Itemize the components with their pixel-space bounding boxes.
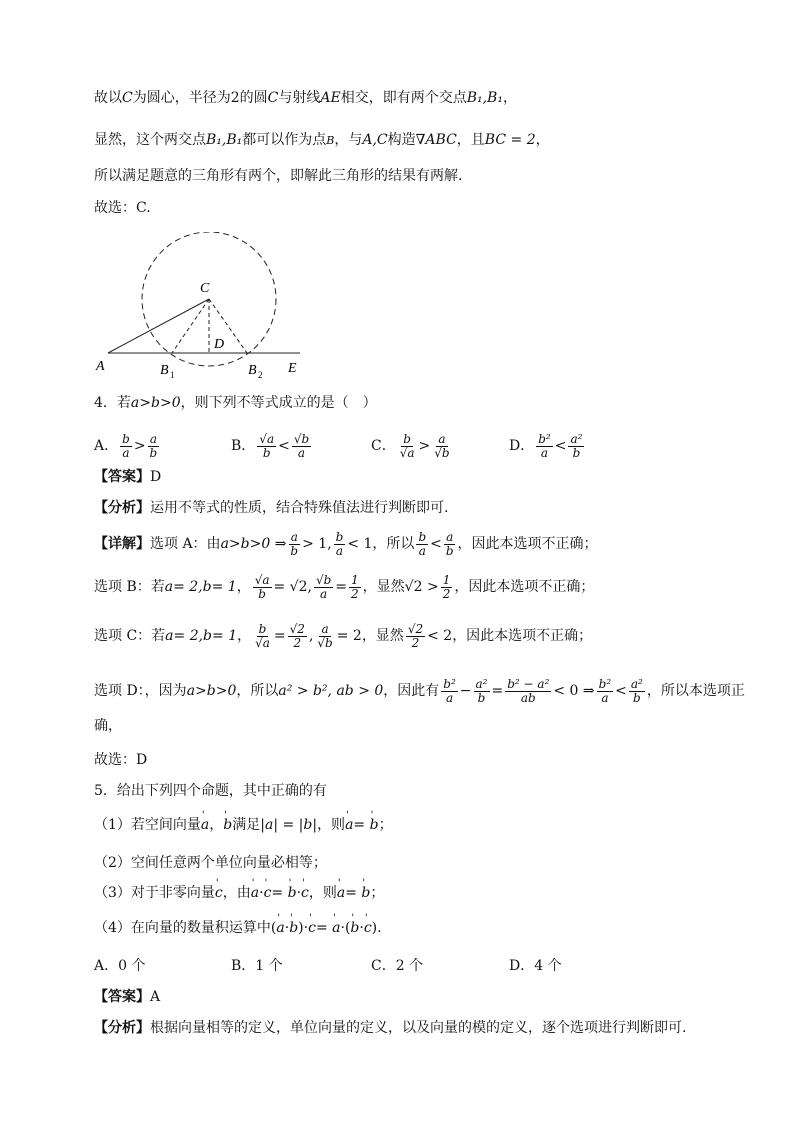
text: ，由	[222, 885, 251, 901]
text: （3）对于非零向量	[94, 885, 215, 901]
op: ·	[359, 920, 364, 936]
text: ，所以	[236, 683, 279, 699]
text: ，因此有	[383, 683, 440, 699]
text: ，则	[317, 817, 346, 833]
detail-line-c	[94, 618, 592, 654]
den: a	[540, 445, 549, 460]
vec-b: ' b	[289, 918, 298, 938]
text: 满足	[232, 817, 261, 833]
detail-line-d	[94, 673, 745, 709]
den: √b	[317, 635, 333, 650]
fraction	[349, 574, 361, 601]
text: 与射线	[278, 90, 321, 106]
math-ac: A,C	[362, 132, 388, 148]
analysis-text: 根据向量相等的定义，单位向量的定义，以及向量的模的定义，逐个选项进行判断即可.	[150, 1020, 687, 1036]
text: < 0 ⇒	[553, 683, 595, 699]
vec-c: ' c	[301, 883, 309, 903]
fraction	[568, 433, 584, 460]
fraction	[292, 433, 311, 460]
vec-b: ' b	[361, 883, 370, 903]
text: 选项 B：若	[94, 579, 165, 595]
num: b	[258, 621, 267, 636]
segment-ac	[108, 299, 209, 353]
den: b	[477, 690, 486, 705]
num: b	[403, 431, 411, 446]
fraction	[536, 433, 553, 460]
den: ab	[520, 690, 536, 705]
text: 4．若	[94, 395, 131, 411]
vec-a: ' a	[201, 815, 209, 835]
text: ，则	[308, 885, 337, 901]
math-b1b1: B₁,B₁	[206, 132, 243, 148]
den: a	[335, 543, 344, 558]
text: ，	[237, 628, 252, 644]
math-c: C	[122, 90, 133, 106]
text: ,	[308, 628, 314, 644]
op: >	[133, 438, 146, 454]
text: 相交，即有两个交点	[340, 90, 467, 106]
den: a	[601, 690, 609, 705]
num: 1	[442, 572, 451, 587]
den: 2	[351, 586, 359, 601]
text: 都可以作为点	[242, 132, 327, 148]
den: b	[445, 543, 454, 558]
den: b	[149, 445, 158, 460]
text: ，因此本选项不正确；	[457, 536, 598, 552]
math: a² > b², ab > 0	[278, 683, 384, 699]
num: a	[438, 431, 446, 446]
text: 构造	[387, 132, 416, 148]
option-label: A．	[94, 438, 119, 454]
op: >	[418, 438, 431, 454]
math-ae: AE	[320, 90, 341, 106]
answer-tag: 【答案】	[94, 469, 150, 485]
vec-a: ' a	[332, 918, 340, 938]
fraction	[148, 433, 160, 460]
vec-c: ' c	[264, 883, 272, 903]
q5-statement-2: （2）空间任意两个单位向量必相等；	[94, 855, 327, 871]
text: 选项 A：由	[150, 536, 221, 552]
num: a²	[475, 676, 488, 691]
vec-b: ' b	[288, 883, 297, 903]
text: 为圆心，半径为	[132, 90, 231, 106]
fraction	[288, 531, 300, 558]
label-e: E	[288, 361, 297, 376]
op: <	[615, 683, 627, 699]
vec-a: ' a	[337, 883, 345, 903]
text: .	[377, 920, 382, 936]
text: ，与	[334, 132, 363, 148]
analysis-4	[94, 498, 448, 518]
text: 选项 C：若	[94, 628, 166, 644]
math: a= 2,b= 1	[165, 628, 238, 644]
den: a	[320, 586, 328, 601]
text: ，	[535, 132, 550, 148]
label-a: A	[96, 359, 105, 374]
text: （1）若空间向量	[94, 817, 201, 833]
op: ·	[259, 885, 264, 901]
label-b2-sub: 2	[258, 370, 263, 380]
den: √b	[434, 445, 450, 460]
option-a[interactable]: A．0 个	[94, 958, 146, 974]
num: a	[290, 529, 298, 544]
vec-c: ' c	[364, 918, 372, 938]
fraction	[315, 623, 334, 650]
den: a	[418, 543, 426, 558]
vec-a: ' a	[251, 883, 259, 903]
text: ，所以本选项正	[646, 683, 745, 699]
fraction	[505, 678, 551, 705]
fraction	[334, 531, 346, 558]
detail-line-a	[94, 528, 598, 560]
fraction	[253, 623, 272, 650]
num: a²	[570, 431, 583, 446]
num: b² − a²	[507, 676, 550, 691]
math: a= 2,b= 1	[164, 579, 237, 595]
text: = 2	[336, 628, 362, 644]
num: a	[149, 431, 157, 446]
segment-cb1	[172, 299, 209, 353]
text: = √2,	[273, 579, 312, 595]
text: > 1,	[302, 536, 332, 552]
analysis-5	[94, 1018, 686, 1038]
text: ，且	[456, 132, 485, 148]
text: < 2	[427, 628, 453, 644]
vec-c: ' c	[215, 883, 223, 903]
fraction	[253, 574, 272, 601]
fraction	[597, 678, 614, 705]
num: a²	[630, 676, 643, 691]
num: 1	[351, 572, 359, 587]
num: b²	[598, 676, 612, 691]
num: √b	[315, 572, 332, 587]
op: =	[271, 885, 288, 901]
fraction	[257, 433, 276, 460]
fraction	[288, 623, 307, 650]
q5-statement-1	[94, 815, 393, 835]
label-b1-sub: 1	[170, 370, 175, 380]
fraction	[432, 433, 451, 460]
vec-b: ' b	[370, 815, 379, 835]
answer-value: A	[150, 989, 161, 1005]
fraction	[444, 531, 456, 558]
fraction	[314, 574, 333, 601]
num: √2	[407, 621, 424, 636]
den: 2	[411, 635, 420, 650]
op: <	[278, 438, 290, 454]
fraction	[416, 531, 428, 558]
option-b[interactable]	[231, 428, 313, 464]
text: ；	[378, 817, 393, 833]
math-b1b1: B₁,B₁	[466, 90, 503, 106]
den: b	[633, 690, 641, 705]
op: ·	[296, 885, 302, 901]
option-a[interactable]	[94, 428, 161, 464]
math-cond: a>b>0	[130, 395, 181, 411]
option-c[interactable]	[371, 428, 454, 464]
math-abc: ∇ABC	[415, 132, 457, 148]
label-c: C	[200, 281, 210, 296]
fraction	[441, 678, 458, 705]
answer-4	[94, 467, 161, 487]
paragraph-line-3: 所以满足题意的三角形有两个，即解此三角形的结果有两解.	[94, 168, 463, 184]
den: a	[122, 445, 130, 460]
text: 的圆	[239, 90, 268, 106]
vec-c: ' c	[308, 918, 316, 938]
text: 选项 D：，因为	[94, 683, 187, 699]
option-c[interactable]: C．2 个	[371, 958, 424, 974]
text: <	[430, 536, 442, 552]
vec-b: ' b	[223, 815, 232, 835]
den: √a	[255, 635, 270, 650]
text: ，	[502, 90, 517, 106]
num: √a	[254, 572, 270, 587]
fraction	[120, 433, 132, 460]
option-d[interactable]: D．4 个	[509, 958, 562, 974]
op: =	[491, 683, 504, 699]
fraction	[398, 433, 417, 460]
fraction	[406, 623, 425, 650]
text: ，	[209, 817, 224, 833]
text: ，因此本选项不正确；	[454, 579, 595, 595]
text: ；	[370, 885, 385, 901]
op: =	[345, 885, 362, 901]
fraction	[474, 678, 490, 705]
num: b²	[443, 676, 456, 691]
text: ，显然	[361, 628, 404, 644]
num: b²	[538, 431, 551, 446]
option-b[interactable]: B．1 个	[231, 958, 283, 974]
op: ·	[303, 920, 309, 936]
math-2: 2	[230, 90, 240, 106]
text: ，显然	[362, 579, 405, 595]
num: a	[321, 621, 329, 636]
math: a>b>0	[186, 683, 237, 699]
num: b	[335, 529, 344, 544]
den: 2	[293, 635, 302, 650]
text: < 1，所以	[347, 536, 415, 552]
den: b	[262, 445, 271, 460]
text: ，	[236, 579, 251, 595]
question-5-title: 5．给出下列四个命题，其中正确的有	[94, 783, 327, 799]
label-b2: B	[248, 363, 257, 378]
question-4-stem	[94, 393, 377, 413]
detail-line-d-cont: 确，	[94, 718, 122, 734]
option-label: C．	[371, 438, 396, 454]
op: ·	[284, 920, 290, 936]
paragraph-line-1	[94, 88, 517, 108]
num: b	[418, 529, 427, 544]
option-label: D．	[509, 438, 535, 454]
math-c: C	[267, 90, 279, 106]
num: a	[446, 529, 454, 544]
answer-tag: 【答案】	[94, 989, 150, 1005]
math: a>b>0 ⇒	[220, 536, 287, 552]
vec-b: ' b	[350, 918, 359, 938]
detail-line-b	[94, 569, 594, 605]
vec-a: ' a	[276, 918, 284, 938]
den: b	[572, 445, 581, 460]
analysis-tag: 【分析】	[94, 500, 150, 516]
analysis-tag: 【分析】	[94, 1020, 150, 1036]
den: √a	[399, 445, 415, 460]
label-d: D	[214, 337, 225, 352]
detail-tag: 【详解】	[94, 536, 150, 552]
num: √b	[293, 431, 310, 446]
text: ，因此本选项不正确；	[452, 628, 593, 644]
selection-4: 故选：D	[94, 752, 148, 768]
answer-value: D	[150, 469, 162, 485]
text: =	[335, 579, 348, 595]
text: =	[273, 628, 286, 644]
math: √2 >	[404, 579, 439, 595]
text: 显然，这个两交点	[94, 132, 206, 148]
paragraph-line-2	[94, 130, 550, 151]
text: （4）在向量的数量积运算中	[94, 920, 271, 936]
op: =	[315, 920, 333, 936]
fraction	[441, 574, 453, 601]
text: ，则下列不等式成立的是（ ）	[180, 395, 377, 411]
op: −	[459, 683, 472, 699]
q5-statement-4: （4）在向量的数量积运算中(' a·' b)·' c= ' a·(' b·' c).	[94, 918, 382, 938]
den: 2	[442, 586, 451, 601]
op: =	[353, 817, 370, 833]
q5-statement-3	[94, 883, 384, 903]
label-b1: B	[160, 363, 169, 378]
op: <	[554, 438, 567, 454]
den: b	[290, 543, 299, 558]
math-abs: |a| = |b|	[260, 817, 318, 833]
answer-5	[94, 987, 160, 1007]
option-label: B．	[231, 438, 256, 454]
op: ·	[340, 920, 345, 936]
text: 故以	[94, 90, 122, 106]
den: a	[445, 690, 454, 705]
analysis-text: 运用不等式的性质，结合特殊值法进行判断即可.	[150, 500, 449, 516]
num: √a	[259, 431, 275, 446]
math-b: B	[326, 134, 335, 147]
num: b	[122, 431, 130, 446]
den: b	[258, 586, 266, 601]
geometry-figure	[90, 232, 310, 380]
answer-choice-line: 故选：C.	[94, 200, 151, 216]
num: √2	[289, 621, 305, 636]
fraction	[629, 678, 645, 705]
option-d[interactable]	[509, 428, 586, 464]
vec-a: ' a	[345, 815, 353, 835]
math-bc: BC = 2	[484, 132, 536, 148]
den: a	[297, 445, 306, 460]
